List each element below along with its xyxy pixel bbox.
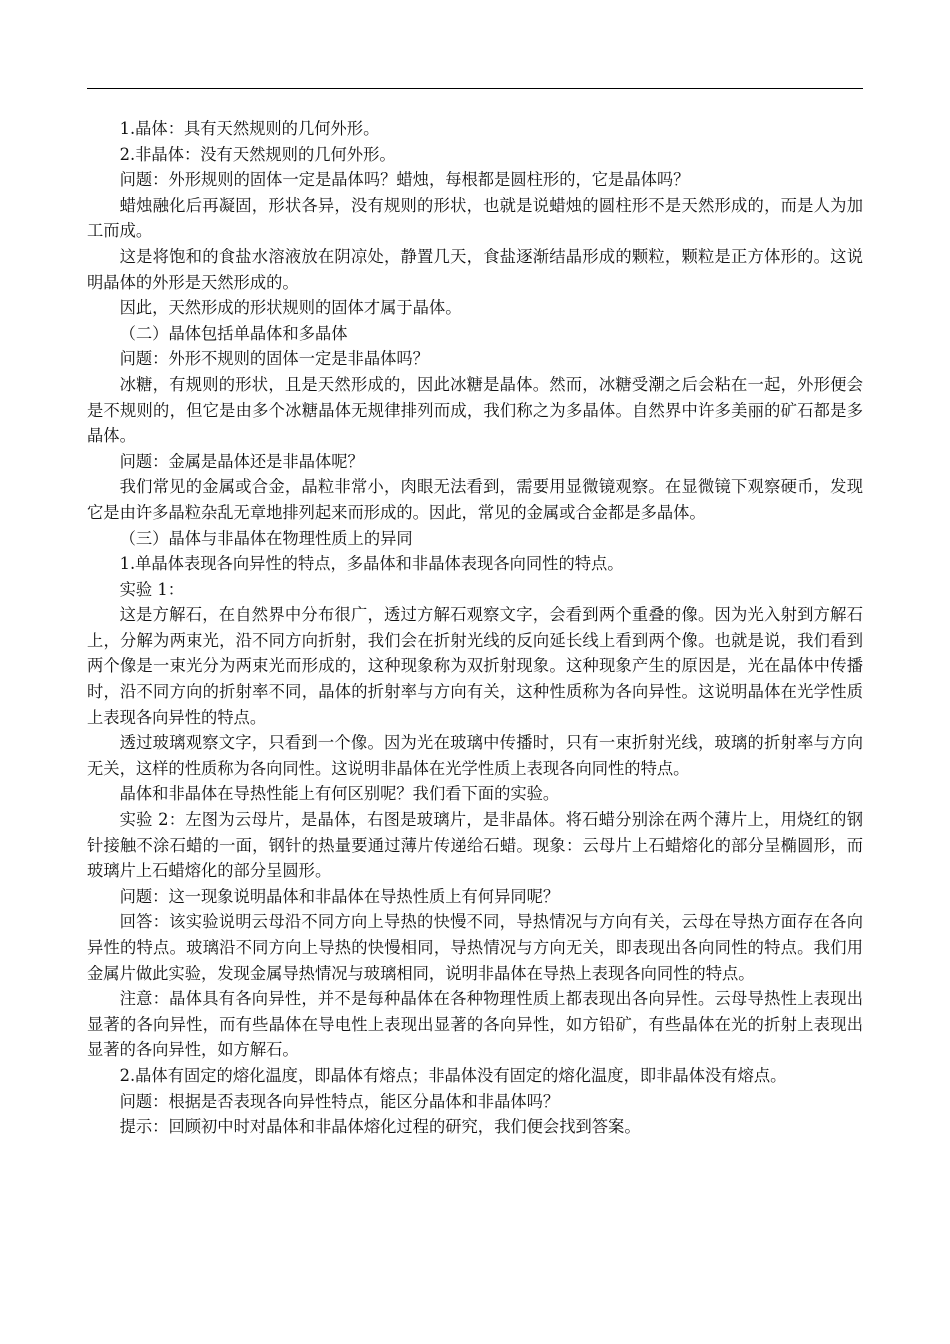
paragraph-note-anisotropy: 注意：晶体具有各向异性，并不是每种晶体在各种物理性质上都表现出各向异性。云母导热性上表现出显著的各向异性，而有些晶体在导电性上表现出显著的各向异性，如方铅矿，有些晶体在光的折射上表现出显著的各向异性，如方解石。 (87, 989, 863, 1060)
paragraph-answer-thermal: 回答：该实验说明云母沿不同方向上导热的快慢不同，导热情况与方向有关，云母在导热方面存在各向异性的特点。玻璃沿不同方向上导热的快慢相同，导热情况与方向无关，即表现出各向同性的特点。我们用金属片做此实验，发现金属导热情况与玻璃相同，说明非晶体在导热上表现各向同性的特点。 (87, 912, 863, 983)
paragraph-crystal-definition: 1.晶体：具有天然规则的几何外形。 (119, 119, 380, 138)
paragraph-rock-sugar: 冰糖，有规则的形状，且是天然形成的，因此冰糖是晶体。然而，冰糖受潮之后会粘在一起，外形便会是不规则的，但它是由多个冰糖晶体无规律排列而成，我们称之为多晶体。自然界中许多美丽的矿石都是多晶体。 (87, 374, 863, 446)
paragraph-question-thermal: 问题：这一现象说明晶体和非晶体在导热性质上有何异同呢？ (119, 886, 560, 906)
document-body (87, 116, 863, 1140)
paragraph-question-distinguish: 问题：根据是否表现各向异性特点，能区分晶体和非晶体吗？ (119, 1091, 560, 1111)
paragraph-salt-crystal: 这是将饱和的食盐水溶液放在阴凉处，静置几天，食盐逐渐结晶形成的颗粒，颗粒是正方体形的。这说明晶体的外形是天然形成的。 (87, 246, 863, 292)
paragraph-conclusion-natural-shape: 因此，天然形成的形状规则的固体才属于晶体。 (119, 298, 462, 318)
paragraph-thermal-question: 晶体和非晶体在导热性能上有何区别呢？我们看下面的实验。 (119, 784, 560, 804)
paragraph-calcite-birefringence: 这是方解石，在自然界中分布很广，透过方解石观察文字，会看到两个重叠的像。因为光入射到方解石上，分解为两束光，沿不同方向折射，我们会在折射光线的反向延长线上看到两个像。也就是说，我们看到两个像是一束光分为两束光而形成的，这种现象称为双折射现象。这种现象产生的原因是，光在晶体中传播时，沿不同方向的折射率不同，晶体的折射率与方向有关，这种性质称为各向异性。这说明晶体在光学性质上表现各向异性的特点。 (87, 605, 863, 727)
section-heading-physical-properties: （三）晶体与非晶体在物理性质上的异同 (119, 528, 413, 548)
paragraph-candle-explanation: 蜡烛融化后再凝固，形状各异，没有规则的形状，也就是说蜡烛的圆柱形不是天然形成的，而是人为加工而成。 (87, 195, 863, 241)
paragraph-question-candle: 问题：外形规则的固体一定是晶体吗？蜡烛，每根都是圆柱形的，它是晶体吗？ (119, 170, 690, 190)
paragraph-question-irregular: 问题：外形不规则的固体一定是非晶体吗？ (119, 349, 429, 369)
paragraph-hint: 提示：回顾初中时对晶体和非晶体熔化过程的研究，我们便会找到答案。 (119, 1117, 641, 1137)
paragraph-glass-isotropy: 透过玻璃观察文字，只看到一个像。因为光在玻璃中传播时，只有一束折射光线，玻璃的折射率与方向无关，这样的性质称为各向同性。这说明非晶体在光学性质上表现各向同性的特点。 (87, 733, 863, 778)
header-rule (87, 88, 863, 89)
paragraph-melting-point: 2.晶体有固定的熔化温度，即晶体有熔点；非晶体没有固定的熔化温度，即非晶体没有熔点。 (119, 1065, 787, 1085)
paragraph-experiment-2: 实验 2：左图为云母片，是晶体，右图是玻璃片，是非晶体。将石蜡分别涂在两个薄片上，用烧红的钢针接触不涂石蜡的一面，钢针的热量要通过薄片传递给石蜡。现象：云母片上石蜡熔化的部分呈椭圆形，而玻璃片上石蜡熔化的部分呈圆形。 (87, 810, 863, 881)
paragraph-question-metal: 问题：金属是晶体还是非晶体呢？ (119, 451, 364, 471)
paragraph-metal-polycrystal: 我们常见的金属或合金，晶粒非常小，肉眼无法看到，需要用显微镜观察。在显微镜下观察硬币，发现它是由许多晶粒杂乱无章地排列起来而形成的。因此，常见的金属或合金都是多晶体。 (87, 477, 863, 522)
section-heading-single-poly-crystal: （二）晶体包括单晶体和多晶体 (119, 323, 348, 343)
paragraph-experiment-1-label: 实验 1： (119, 579, 184, 599)
paragraph-anisotropy-point: 1.单晶体表现各向异性的特点，多晶体和非晶体表现各向同性的特点。 (119, 554, 624, 574)
paragraph-amorphous-definition: 2.非晶体：没有天然规则的几何外形。 (119, 144, 396, 164)
